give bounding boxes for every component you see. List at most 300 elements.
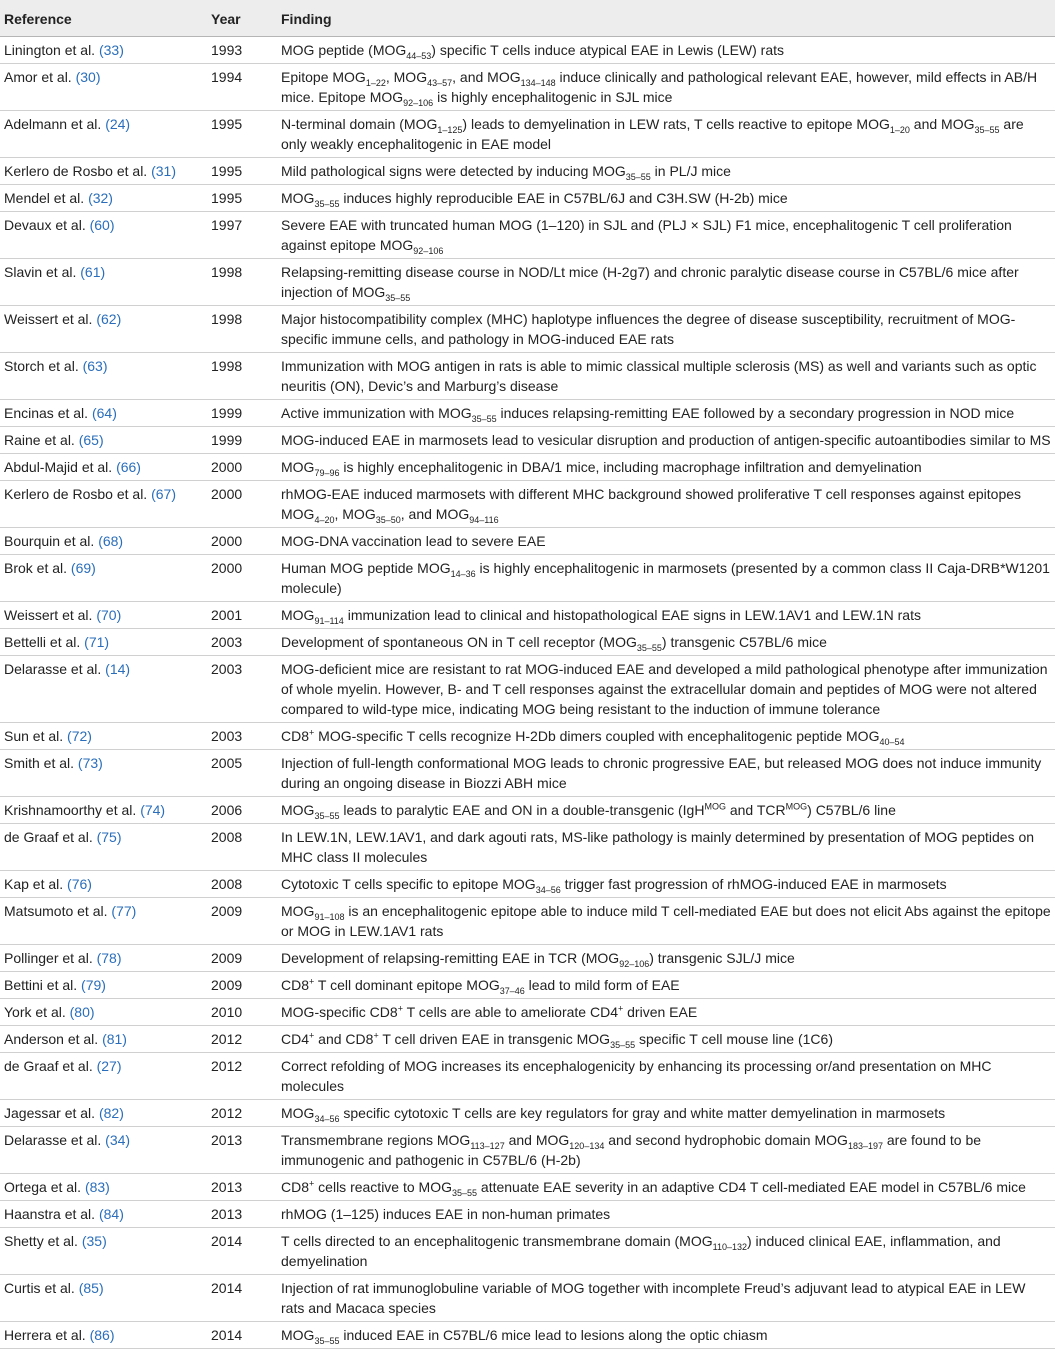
- reference-cell: [0, 353, 211, 400]
- reference-cell: [0, 1275, 211, 1322]
- table-row: [0, 1275, 1055, 1322]
- year-cell: 2013: [211, 1201, 281, 1228]
- reference-cell: [0, 945, 211, 972]
- reference-cell: [0, 259, 211, 306]
- table-row: [0, 1053, 1055, 1100]
- reference-cell: [0, 528, 211, 555]
- finding-subscript: 35–55: [314, 1335, 340, 1346]
- year-cell: 1998: [211, 306, 281, 353]
- finding-text: , and MOG: [400, 506, 470, 522]
- reference-author: Kap et al.: [4, 876, 64, 892]
- reference-cell: [0, 656, 211, 723]
- reference-author: Kerlero de Rosbo et al.: [4, 163, 148, 179]
- table-row: [0, 111, 1055, 158]
- reference-author: Shetty et al.: [4, 1233, 78, 1249]
- year-cell: 2013: [211, 1127, 281, 1174]
- year-cell: 1998: [211, 353, 281, 400]
- finding-subscript: 113–127: [470, 1140, 505, 1151]
- reference-author: Kerlero de Rosbo et al.: [4, 486, 148, 502]
- finding-subscript: 1–125: [437, 124, 463, 135]
- finding-text: T cell driven EAE in transgenic MOG: [378, 1031, 611, 1047]
- reference-author: de Graaf et al.: [4, 1058, 93, 1074]
- finding-text: MOG: [281, 802, 315, 818]
- table-row: [0, 185, 1055, 212]
- citation-link[interactable]: (74): [140, 802, 166, 818]
- table-row: [0, 1174, 1055, 1201]
- finding-subscript: 4–20: [314, 514, 335, 525]
- table-row: [0, 1127, 1055, 1174]
- reference-author: York et al.: [4, 1004, 66, 1020]
- finding-text: driven EAE: [623, 1004, 698, 1020]
- finding-subscript: 35–55: [314, 198, 340, 209]
- citation-link[interactable]: (35): [81, 1233, 107, 1249]
- citation-link[interactable]: (60): [89, 217, 115, 233]
- citation-link[interactable]: (67): [151, 486, 176, 502]
- citation-link[interactable]: (80): [69, 1004, 95, 1020]
- reference-cell: [0, 481, 211, 528]
- table-row: [0, 37, 1055, 64]
- year-cell: 2000: [211, 454, 281, 481]
- reference-cell: [0, 111, 211, 158]
- finding-cell: [281, 528, 1055, 555]
- citation-link[interactable]: (61): [80, 264, 106, 280]
- finding-text: CD4: [281, 1031, 310, 1047]
- table-row: [0, 64, 1055, 111]
- reference-author: Brok et al.: [4, 560, 68, 576]
- reference-cell: [0, 1053, 211, 1100]
- finding-subscript: 35–55: [610, 1039, 636, 1050]
- reference-cell: [0, 1127, 211, 1174]
- finding-superscript: MOG: [704, 801, 726, 812]
- finding-cell: [281, 158, 1055, 185]
- finding-subscript: 1–22: [365, 77, 386, 88]
- citation-link[interactable]: (82): [98, 1105, 124, 1121]
- finding-text: is highly encephalitogenic in marmosets (presented by a common class II Caja-DRB*W1201 molecule): [281, 560, 1050, 596]
- reference-author: Storch et al.: [4, 358, 79, 374]
- finding-subscript: 35–55: [625, 171, 651, 182]
- finding-subscript: 14–36: [450, 568, 476, 579]
- finding-text: MOG-induced EAE in marmosets lead to vesicular disruption and production of antigen-specific autoantibodies similar to MS: [281, 432, 1051, 448]
- reference-author: Amor et al.: [4, 69, 72, 85]
- reference-author: Smith et al.: [4, 755, 75, 771]
- finding-cell: [281, 555, 1055, 602]
- citation-link[interactable]: (75): [96, 829, 122, 845]
- citation-link[interactable]: (65): [78, 432, 104, 448]
- citation-link[interactable]: (86): [89, 1327, 115, 1343]
- year-cell: 1999: [211, 400, 281, 427]
- finding-cell: [281, 427, 1055, 454]
- finding-text: MOG: [281, 1105, 315, 1121]
- finding-text: cells reactive to MOG: [314, 1179, 452, 1195]
- finding-subscript: 35–55: [974, 124, 1000, 135]
- finding-text: trigger fast progression of rhMOG-induced EAE in marmosets: [560, 876, 947, 892]
- reference-author: Herrera et al.: [4, 1327, 86, 1343]
- year-cell: 1998: [211, 259, 281, 306]
- reference-cell: [0, 750, 211, 797]
- reference-author: Linington et al.: [4, 42, 96, 58]
- finding-text: induces relapsing-remitting EAE followed by a secondary progression in NOD mice: [496, 405, 1015, 421]
- finding-cell: [281, 1174, 1055, 1201]
- reference-author: Adelmann et al.: [4, 116, 102, 132]
- table-row: [0, 454, 1055, 481]
- finding-text: Epitope MOG: [281, 69, 366, 85]
- reference-cell: [0, 972, 211, 999]
- finding-subscript: 91–114: [314, 615, 344, 626]
- finding-subscript: 37–46: [499, 985, 525, 996]
- year-cell: 2000: [211, 528, 281, 555]
- reference-author: Mendel et al.: [4, 190, 85, 206]
- table-row: [0, 158, 1055, 185]
- finding-subscript: 40–54: [879, 736, 905, 747]
- finding-cell: [281, 1228, 1055, 1275]
- year-cell: 2012: [211, 1100, 281, 1127]
- finding-cell: [281, 824, 1055, 871]
- citation-link[interactable]: (66): [116, 459, 141, 475]
- reference-cell: [0, 555, 211, 602]
- finding-text: are found to be immunogenic and pathogenic in C57BL/6 (H-2b): [281, 1132, 982, 1168]
- reference-cell: [0, 306, 211, 353]
- year-cell: 2014: [211, 1275, 281, 1322]
- finding-superscript: +: [309, 727, 315, 738]
- reference-cell: [0, 824, 211, 871]
- finding-cell: [281, 871, 1055, 898]
- finding-text: T cells directed to an encephalitogenic transmembrane domain (MOG: [281, 1233, 713, 1249]
- table-row: [0, 400, 1055, 427]
- finding-text: ) specific T cells induce atypical EAE in Lewis (LEW) rats: [431, 42, 785, 58]
- finding-text: MOG-deficient mice are resistant to rat MOG-induced EAE and developed a mild pathological phenotype after immunization of whole myelin. However, B- and T cell responses against the extracellular domain and peptides of MOG were not altered compared to wild-type mice, indicating MOG being resistant to the induction of immune tolerance: [281, 661, 1048, 717]
- finding-text: Cytotoxic T cells specific to epitope MOG: [281, 876, 536, 892]
- finding-text: CD8: [281, 977, 310, 993]
- finding-cell: [281, 945, 1055, 972]
- reference-author: Anderson et al.: [4, 1031, 99, 1047]
- year-cell: 2009: [211, 972, 281, 999]
- reference-author: Slavin et al.: [4, 264, 77, 280]
- table-row: [0, 999, 1055, 1026]
- finding-cell: [281, 1275, 1055, 1322]
- finding-cell: [281, 602, 1055, 629]
- year-cell: 2006: [211, 797, 281, 824]
- citation-link[interactable]: (34): [105, 1132, 131, 1148]
- finding-text: Relapsing-remitting disease course in NOD/Lt mice (H-2g7) and chronic paralytic disease course in C57BL/6 mice after injection of MOG: [281, 264, 1019, 300]
- table-row: [0, 427, 1055, 454]
- finding-cell: [281, 400, 1055, 427]
- year-cell: 2014: [211, 1228, 281, 1275]
- reference-cell: [0, 1201, 211, 1228]
- finding-text: is an encephalitogenic epitope able to induce mild T cell-mediated EAE but does not elicit Abs against the epitope or MOG in LEW.1AV1 rats: [281, 903, 1051, 939]
- citation-link[interactable]: (71): [84, 634, 110, 650]
- finding-text: Human MOG peptide MOG: [281, 560, 451, 576]
- finding-text: and second hydrophobic domain MOG: [604, 1132, 848, 1148]
- citation-link[interactable]: (32): [88, 190, 113, 206]
- finding-cell: [281, 1100, 1055, 1127]
- year-cell: 2003: [211, 723, 281, 750]
- reference-author: Haanstra et al.: [4, 1206, 96, 1222]
- finding-cell: [281, 185, 1055, 212]
- citation-link[interactable]: (31): [151, 163, 176, 179]
- reference-author: Bettelli et al.: [4, 634, 81, 650]
- citation-link[interactable]: (81): [102, 1031, 127, 1047]
- finding-text: ) induced clinical EAE, inflammation, and demyelination: [281, 1233, 1001, 1269]
- finding-text: Development of spontaneous ON in T cell receptor (MOG: [281, 634, 637, 650]
- reference-cell: [0, 1228, 211, 1275]
- finding-text: MOG-specific CD8: [281, 1004, 398, 1020]
- finding-text: ) leads to demyelination in LEW rats, T cells reactive to epitope MOG: [462, 116, 890, 132]
- reference-cell: [0, 723, 211, 750]
- finding-cell: [281, 1026, 1055, 1053]
- table-row: [0, 259, 1055, 306]
- table-row: [0, 1228, 1055, 1275]
- finding-subscript: 92–106: [413, 245, 444, 256]
- reference-author: Curtis et al.: [4, 1280, 75, 1296]
- reference-cell: [0, 1322, 211, 1349]
- table-row: [0, 898, 1055, 945]
- year-cell: 2001: [211, 602, 281, 629]
- finding-text: MOG: [281, 190, 315, 206]
- finding-text: , MOG: [334, 506, 376, 522]
- reference-cell: [0, 212, 211, 259]
- finding-text: T cell dominant epitope MOG: [314, 977, 500, 993]
- finding-cell: [281, 999, 1055, 1026]
- reference-cell: [0, 158, 211, 185]
- finding-text: Major histocompatibility complex (MHC) haplotype influences the degree of disease susceptibility, recruitment of MOG-specific immune cells, and pathology in MOG-induced EAE rats: [281, 311, 1016, 347]
- year-cell: 1995: [211, 111, 281, 158]
- table-row: [0, 797, 1055, 824]
- year-cell: 2008: [211, 871, 281, 898]
- finding-cell: [281, 454, 1055, 481]
- table-row: [0, 306, 1055, 353]
- finding-text: CD8: [281, 728, 310, 744]
- citation-link[interactable]: (79): [81, 977, 106, 993]
- year-cell: 1994: [211, 64, 281, 111]
- finding-text: MOG: [281, 607, 315, 623]
- finding-superscript: +: [309, 1178, 315, 1189]
- year-cell: 2005: [211, 750, 281, 797]
- finding-subscript: 35–55: [471, 413, 497, 424]
- finding-text: Active immunization with MOG: [281, 405, 472, 421]
- citation-link[interactable]: (72): [67, 728, 92, 744]
- finding-text: is highly encephalitogenic in DBA/1 mice, including macrophage infiltration and demyelination: [339, 459, 922, 475]
- citation-link[interactable]: (27): [96, 1058, 122, 1074]
- citation-link[interactable]: (64): [91, 405, 117, 421]
- year-cell: 1995: [211, 158, 281, 185]
- reference-author: Abdul-Majid et al.: [4, 459, 113, 475]
- finding-text: leads to paralytic EAE and ON in a double-transgenic (IgH: [339, 802, 705, 818]
- finding-cell: [281, 797, 1055, 824]
- reference-author: Weissert et al.: [4, 311, 93, 327]
- reference-author: Ortega et al.: [4, 1179, 82, 1195]
- finding-subscript: 91–108: [314, 911, 345, 922]
- finding-subscript: 110–132: [712, 1241, 747, 1252]
- finding-text: Injection of full-length conformational MOG leads to chronic progressive EAE, but released MOG does not induce immunity during an ongoing disease in Biozzi ABH mice: [281, 755, 1042, 791]
- finding-text: Injection of rat immunoglobuline variable of MOG together with incomplete Freud’s adjuvant lead to atypical EAE in LEW rats and Macaca species: [281, 1280, 1026, 1316]
- year-cell: 1993: [211, 37, 281, 64]
- finding-text: CD8: [281, 1179, 310, 1195]
- finding-cell: [281, 1053, 1055, 1100]
- reference-cell: [0, 898, 211, 945]
- finding-cell: [281, 111, 1055, 158]
- finding-text: Severe EAE with truncated human MOG (1–120) in SJL and (PLJ × SJL) F1 mice, encephalitogenic T cell proliferation against epitope MOG: [281, 217, 1012, 253]
- header-reference: Reference: [0, 0, 211, 37]
- finding-text: N-terminal domain (MOG: [281, 116, 438, 132]
- citation-link[interactable]: (24): [105, 116, 131, 132]
- finding-superscript: +: [309, 1030, 315, 1041]
- reference-cell: [0, 454, 211, 481]
- table-row: [0, 212, 1055, 259]
- reference-cell: [0, 999, 211, 1026]
- finding-text: rhMOG (1–125) induces EAE in non-human primates: [281, 1206, 611, 1222]
- reference-author: Sun et al.: [4, 728, 64, 744]
- table-row: [0, 528, 1055, 555]
- finding-text: Mild pathological signs were detected by inducing MOG: [281, 163, 626, 179]
- year-cell: 2010: [211, 999, 281, 1026]
- reference-author: Encinas et al.: [4, 405, 89, 421]
- reference-author: Bourquin et al.: [4, 533, 95, 549]
- finding-superscript: +: [373, 1030, 379, 1041]
- finding-text: immunization lead to clinical and histopathological EAE signs in LEW.1AV1 and LEW.1N rats: [343, 607, 921, 623]
- year-cell: 2013: [211, 1174, 281, 1201]
- year-cell: 2014: [211, 1322, 281, 1349]
- reference-author: Devaux et al.: [4, 217, 86, 233]
- finding-superscript: +: [397, 1003, 403, 1014]
- year-cell: 2003: [211, 629, 281, 656]
- year-cell: 2012: [211, 1053, 281, 1100]
- reference-cell: [0, 37, 211, 64]
- reference-author: Raine et al.: [4, 432, 75, 448]
- citation-link[interactable]: (83): [84, 1179, 110, 1195]
- finding-text: in PL/J mice: [650, 163, 731, 179]
- finding-text: attenuate EAE severity in an adaptive CD4 T cell-mediated EAE model in C57BL/6 mice: [477, 1179, 1026, 1195]
- finding-subscript: 79–96: [314, 467, 340, 478]
- finding-cell: [281, 212, 1055, 259]
- finding-cell: [281, 972, 1055, 999]
- year-cell: 1999: [211, 427, 281, 454]
- reference-author: Jagessar et al.: [4, 1105, 96, 1121]
- finding-text: MOG peptide (MOG: [281, 42, 407, 58]
- reference-author: Weissert et al.: [4, 607, 93, 623]
- finding-cell: [281, 37, 1055, 64]
- finding-text: ) transgenic C57BL/6 mice: [661, 634, 827, 650]
- year-cell: 2003: [211, 656, 281, 723]
- header-year: Year: [211, 0, 281, 37]
- finding-subscript: 44–53: [406, 50, 432, 61]
- reference-cell: [0, 871, 211, 898]
- table-row: [0, 602, 1055, 629]
- finding-cell: [281, 629, 1055, 656]
- finding-text: , MOG: [385, 69, 428, 85]
- citation-link[interactable]: (73): [77, 755, 103, 771]
- reference-cell: [0, 629, 211, 656]
- finding-superscript: +: [617, 1003, 624, 1014]
- finding-subscript: 43–57: [427, 77, 453, 88]
- reference-cell: [0, 64, 211, 111]
- table-row: [0, 555, 1055, 602]
- finding-text: MOG-DNA vaccination lead to severe EAE: [281, 533, 546, 549]
- reference-cell: [0, 1026, 211, 1053]
- finding-subscript: 35–55: [385, 292, 411, 303]
- citation-link[interactable]: (33): [98, 42, 124, 58]
- finding-subscript: 134–148: [520, 77, 556, 88]
- citation-link[interactable]: (85): [78, 1280, 104, 1296]
- reference-author: Pollinger et al.: [4, 950, 93, 966]
- finding-subscript: 1–20: [889, 124, 910, 135]
- citation-link[interactable]: (78): [96, 950, 122, 966]
- citation-link[interactable]: (68): [98, 533, 124, 549]
- finding-text: Immunization with MOG antigen in rats is able to mimic classical multiple sclerosis (MS) as well and variants such as optic neuritis (ON), Devic’s and Marburg’s disease: [281, 358, 1037, 394]
- year-cell: 2000: [211, 555, 281, 602]
- finding-subscript: 92–106: [619, 958, 650, 969]
- finding-text: rhMOG-EAE induced marmosets with different MHC background showed proliferative T cell responses against epitopes MOG: [281, 486, 1022, 522]
- reference-author: de Graaf et al.: [4, 829, 93, 845]
- reference-cell: [0, 400, 211, 427]
- finding-text: Correct refolding of MOG increases its encephalogenicity by enhancing its processing or/and presentation on MHC molecules: [281, 1058, 992, 1094]
- finding-text: MOG: [281, 1327, 315, 1343]
- finding-text: T cells are able to ameliorate CD4: [402, 1004, 618, 1020]
- citation-link[interactable]: (76): [67, 876, 92, 892]
- table-row: [0, 871, 1055, 898]
- year-cell: 2008: [211, 824, 281, 871]
- citation-link[interactable]: (62): [96, 311, 122, 327]
- finding-subscript: 34–56: [314, 1113, 340, 1124]
- reference-author: Delarasse et al.: [4, 661, 102, 677]
- reference-cell: [0, 427, 211, 454]
- finding-cell: [281, 1127, 1055, 1174]
- finding-text: specific cytotoxic T cells are key regulators for gray and white matter demyelination in marmosets: [339, 1105, 946, 1121]
- finding-text: and TCR: [725, 802, 786, 818]
- finding-superscript: +: [309, 976, 315, 987]
- finding-subscript: 35–55: [451, 1187, 478, 1198]
- finding-text: MOG: [281, 903, 315, 919]
- finding-text: ) transgenic SJL/J mice: [649, 950, 795, 966]
- header-finding: Finding: [281, 0, 1055, 37]
- finding-text: are only weakly encephalitogenic in EAE model: [281, 116, 1024, 152]
- finding-cell: [281, 1322, 1055, 1349]
- finding-subscript: 94–116: [469, 514, 499, 525]
- finding-text: specific T cell mouse line (1C6): [635, 1031, 833, 1047]
- table-header: [0, 0, 1055, 37]
- finding-subscript: 35–55: [636, 642, 662, 653]
- finding-cell: [281, 656, 1055, 723]
- table-row: [0, 824, 1055, 871]
- citation-link[interactable]: (63): [82, 358, 108, 374]
- citation-link[interactable]: (70): [96, 607, 122, 623]
- finding-text: and CD8: [314, 1031, 374, 1047]
- citation-link[interactable]: (84): [98, 1206, 124, 1222]
- finding-cell: [281, 353, 1055, 400]
- table-row: [0, 656, 1055, 723]
- citation-link[interactable]: (30): [75, 69, 101, 85]
- reference-author: Matsumoto et al.: [4, 903, 108, 919]
- finding-text: , and MOG: [452, 69, 521, 85]
- finding-cell: [281, 750, 1055, 797]
- citation-link[interactable]: (14): [105, 661, 131, 677]
- year-cell: 2012: [211, 1026, 281, 1053]
- reference-cell: [0, 1174, 211, 1201]
- citation-link[interactable]: (77): [111, 903, 137, 919]
- table-row: [0, 629, 1055, 656]
- finding-text: ) C57BL/6 line: [807, 802, 896, 818]
- finding-text: and MOG: [909, 116, 975, 132]
- finding-text: and MOG: [504, 1132, 570, 1148]
- finding-cell: [281, 306, 1055, 353]
- finding-subscript: 120–134: [569, 1140, 605, 1151]
- citation-link[interactable]: (69): [70, 560, 96, 576]
- finding-subscript: 35–55: [314, 810, 340, 821]
- table-row: [0, 353, 1055, 400]
- finding-text: lead to mild form of EAE: [524, 977, 680, 993]
- finding-cell: [281, 898, 1055, 945]
- table-row: [0, 481, 1055, 528]
- reference-author: Krishnamoorthy et al.: [4, 802, 137, 818]
